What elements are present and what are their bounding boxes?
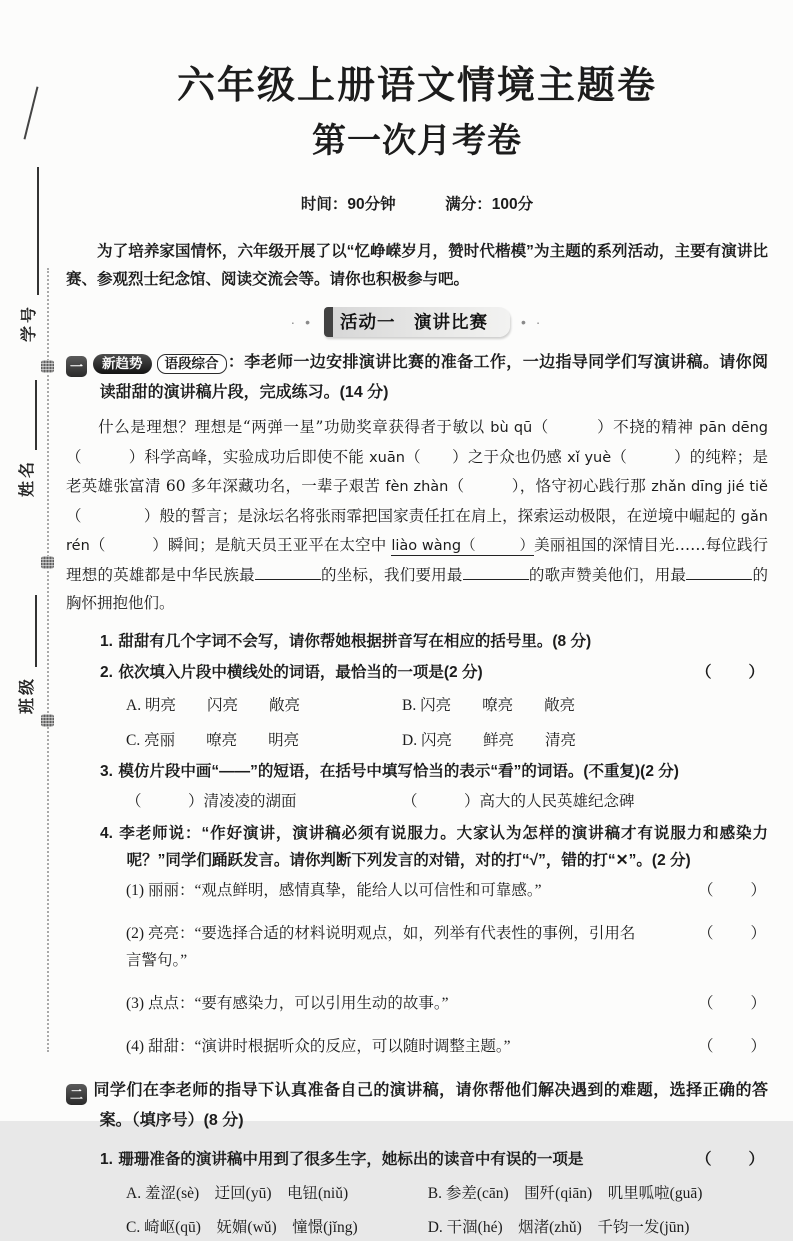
answer-paren[interactable]: （ ） [697,1038,768,1055]
answer-paren[interactable]: （ ） [695,1151,766,1168]
student-id-field [18,150,42,342]
question-2 [100,659,768,687]
answer-paren[interactable]: （ ） [697,881,768,899]
passage-text: 什么是理想？理想是“两弹一星”功勋奖章获得者于敏以 [66,418,491,436]
section-one-icon: 一 [66,356,87,377]
passage-text: （ ）的纯粹；是老英雄张富清 60 多年深藏功名，一辈子艰苦 [66,447,768,495]
passage-text: （ ）科学高峰，实验成功后即使不能 [66,447,370,466]
section-one-header [66,348,768,408]
section-two-intro: 同学们在李老师的指导下认真准备自己的演讲稿，请你帮他们解决遇到的难题，选择正确的答案。（填序号）(8 分) [93,1082,768,1129]
student-name-label: 姓名 [19,458,36,497]
passage-type-badge: 语段综合 [157,354,227,374]
passage-text: 的歌声赞美他们，用最 [528,565,687,584]
pinyin-text: gǎn rén [66,508,768,554]
full-score: 满分：100分 [445,196,534,213]
judge-item-text: (3) 点点：“要有感染力，可以引用生动的故事。” [126,995,449,1012]
question-text: 李老师说：“作好演讲，演讲稿必须有说服力。大家认为怎样的演讲稿才有说服力和感染力呢？”同学们踊跃发言。请你判断下列发言的对错，对的打“√”，错的打“✕”。(2 分) [118,824,768,869]
passage-text: 美丽祖国的深情目光……每位践行理想的英雄都是中华民族最 [66,536,768,584]
question-1 [100,628,768,656]
judge-item-text: (1) 丽丽：“观点鲜明，感情真挚，能给人以可信性和可靠感。” [126,881,542,899]
banner-ornament-left-icon: · • [290,314,313,330]
passage-text: （ ）般的誓言；是泳坛名将张雨霏把国家责任扛在肩上，探索运动极限，在逆境中崛起的 [66,506,741,525]
question-3-fills [126,788,768,816]
exam-info-line [66,192,768,214]
question-number: 4. [100,824,113,842]
option-d[interactable]: D. 闪亮 鲜亮 清亮 [402,731,576,749]
question-text: 珊珊准备的演讲稿中用到了很多生字，她标出的读音中有误的一项是 [118,1151,584,1168]
question-text: 依次填入片段中横线处的词语，最恰当的一项是(2 分) [118,664,483,681]
option-b[interactable]: B. 闪亮 嘹亮 敞亮 [402,696,576,714]
question-4-items [126,877,768,1061]
question-number: 1. [100,1151,113,1168]
section-two-question-1-options [126,1180,768,1241]
section-two-header [66,1076,768,1136]
answer-blank[interactable] [463,565,529,580]
pinyin-text: pān dēng [699,420,768,436]
question-number: 1. [100,632,113,650]
question-3 [100,758,768,786]
speech-passage [66,413,768,618]
question-4 [100,820,768,875]
class-field [16,572,40,714]
class-label: 班级 [19,675,36,714]
pinyin-text: fèn zhàn [385,479,449,495]
question-text: 甜甜有几个字词不会写，请你帮她根据拼音写在相应的括号里。(8 分) [118,632,592,650]
binding-stamp-icon [41,360,54,373]
pinyin-text: zhǎn dīng jié tiě [651,479,768,495]
section-two-icon: 二 [66,1084,87,1105]
activity-banner [66,307,768,337]
option-b[interactable]: B. 参差(cān) 围歼(qiān) 叽里呱啦(guā) [427,1184,703,1202]
section-two-question-1 [100,1146,768,1174]
exam-intro: 为了培养家国情怀，六年级开展了以“忆峥嵘岁月，赞时代楷模”为主题的系列活动，主要有演讲比赛、参观烈士纪念馆、阅读交流会等。请你也积极参与吧。 [66,243,768,288]
passage-text: 的胸怀拥抱他们。 [66,565,768,612]
fill-item[interactable]: （ ）高大的人民英雄纪念碑 [402,793,635,810]
judge-item-text: (2) 亮亮：“要选择合适的材料说明观点，如，列举有代表性的事例，引用名言警句。” [126,924,636,969]
passage-text: （ ），恪守初心践行那 [448,477,652,495]
passage-text: 的坐标，我们要用最 [320,565,463,584]
binding-stamp-icon [41,556,54,569]
option-d[interactable]: D. 干涸(hé) 烟渚(zhǔ) 千钧一发(jūn) [427,1218,690,1236]
pinyin-text: xǐ yuè [567,449,612,466]
pinyin-text: liào wàng（ ） [391,538,535,554]
paper-title: 六年级上册语文情境主题卷 [176,65,657,107]
answer-paren[interactable]: （ ） [695,664,766,681]
student-id-blank[interactable] [22,167,39,295]
judge-item [126,877,768,905]
passage-text: （ ）瞬间；是航天员王亚平在太空中 [89,536,392,554]
pinyin-text: bù qū [490,420,533,436]
question-text: 模仿片段中画“——”的短语，在括号中填写恰当的表示“看”的词语。(不重复)(2 分) [118,762,679,780]
question-2-options [126,692,768,754]
new-trend-badge: 新趋势 [93,354,152,374]
paper-subtitle: 第一次月考卷 [312,122,522,160]
answer-blank[interactable] [255,565,321,580]
option-c[interactable]: C. 崎岖(qū) 妩媚(wǔ) 憧憬(jǐng) [126,1218,358,1236]
judge-item [126,920,768,975]
answer-paren[interactable]: （ ） [697,995,768,1012]
student-name-blank[interactable] [20,380,37,450]
binding-stamp-icon [41,714,54,727]
judge-item [126,990,768,1018]
banner-ornament-right-icon: • · [521,314,544,330]
answer-blank[interactable] [686,565,752,580]
class-blank[interactable] [20,595,37,667]
corner-mark [23,87,38,140]
option-a[interactable]: A. 明亮 闪亮 敞亮 [126,696,300,714]
student-id-label: 学号 [21,303,38,342]
judge-item-text: (4) 甜甜：“演讲时根据听众的反应，可以随时调整主题。” [126,1038,511,1055]
time-limit: 时间：90分钟 [300,196,396,213]
paper-body [66,0,768,1241]
option-c[interactable]: C. 亮丽 嘹亮 明亮 [126,731,300,749]
activity-banner-ribbon: 活动一 演讲比赛 [324,307,510,337]
passage-text: （ ）之于众也仍感 [404,447,568,466]
question-number: 3. [100,762,113,780]
fill-item[interactable]: （ ）清凌凌的湖面 [126,793,297,810]
binding-dotted-line [47,268,49,1052]
option-a[interactable]: A. 羞涩(sè) 迂回(yū) 电钮(niǔ) [126,1184,349,1202]
student-name-field [16,359,40,497]
passage-text: （ ）不挠的精神 [532,418,699,436]
section-one-intro: ：李老师一边安排演讲比赛的准备工作，一边指导同学们写演讲稿。请你阅读甜甜的演讲稿片段，完成练习。(14 分) [99,354,768,401]
pinyin-text: xuān [369,449,405,466]
judge-item [126,1033,768,1061]
answer-paren[interactable]: （ ） [697,924,768,942]
question-number: 2. [100,664,113,681]
